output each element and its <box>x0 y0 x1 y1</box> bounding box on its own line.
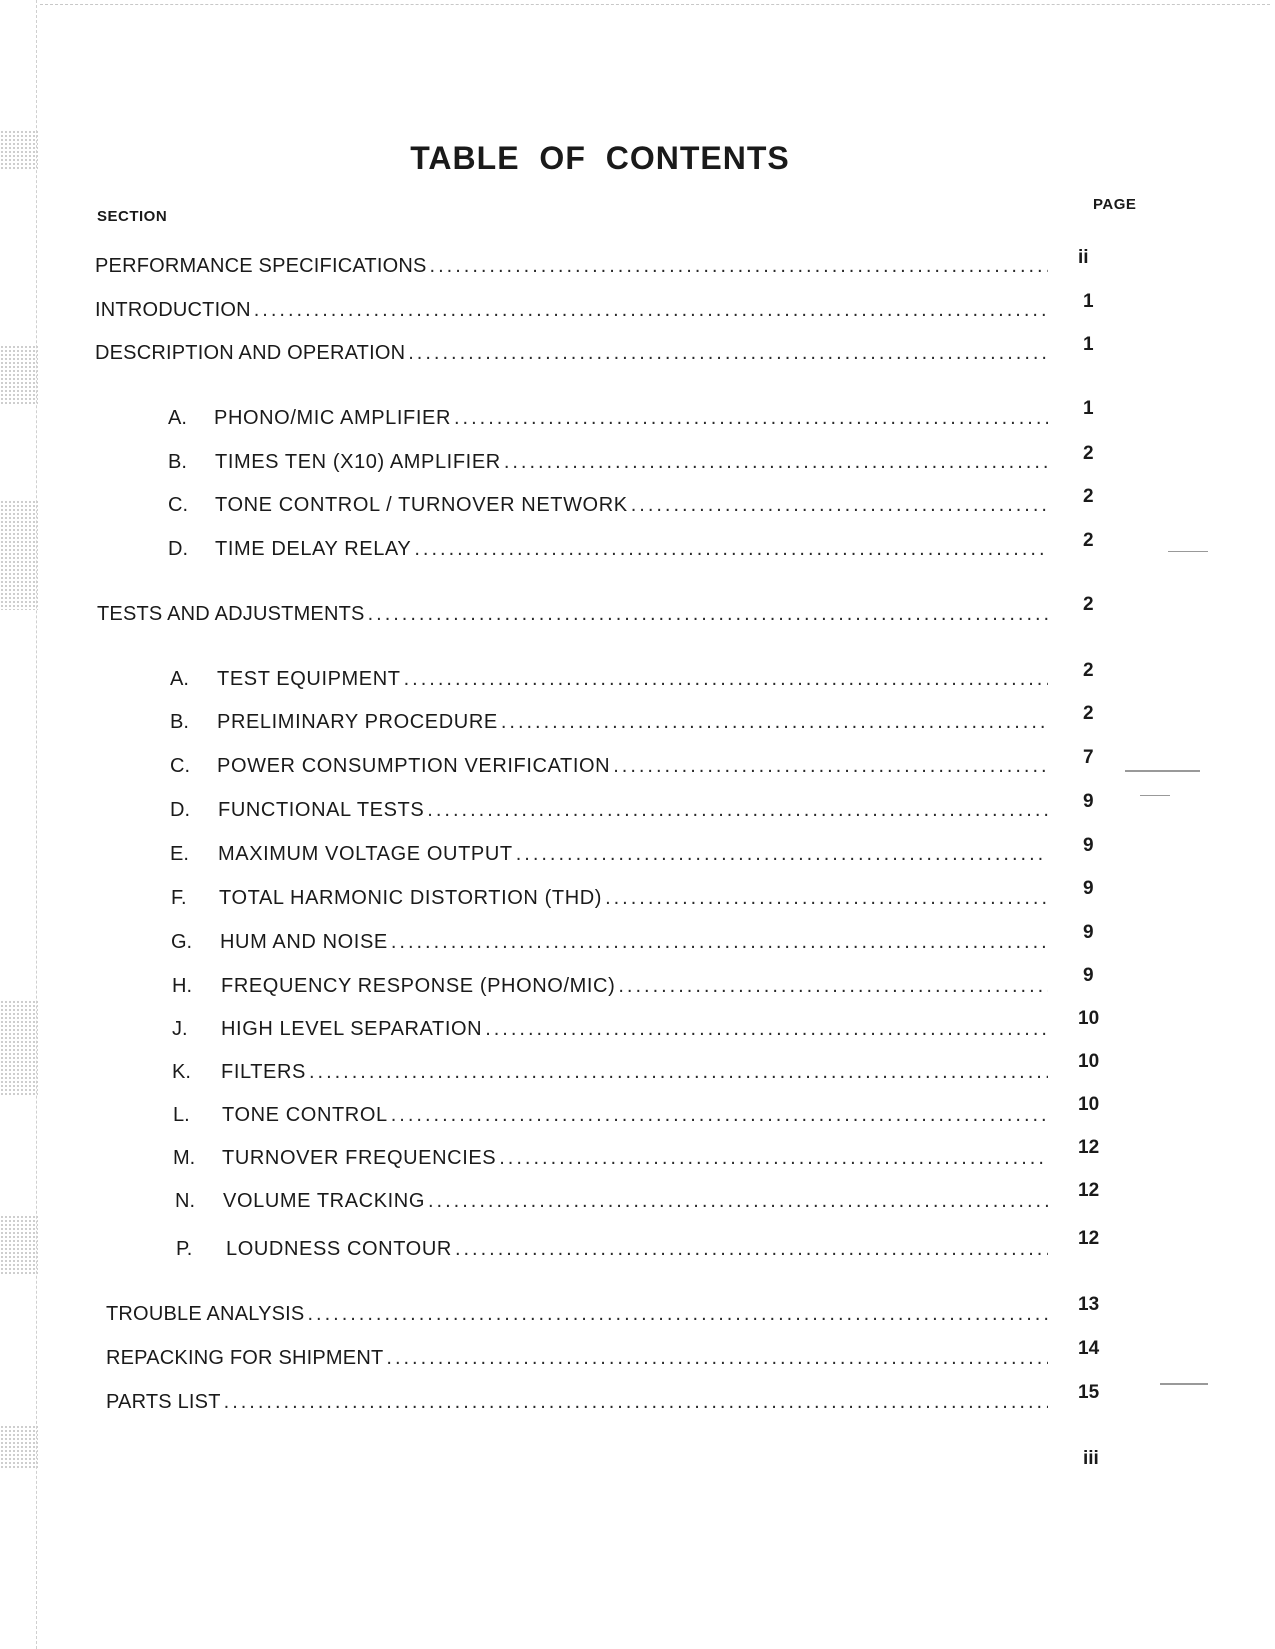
toc-entry-letter: F. <box>171 887 187 909</box>
dot-leader <box>408 339 1048 367</box>
toc-entry-label: VOLUME TRACKING <box>223 1190 425 1212</box>
toc-entry-letter: K. <box>172 1061 191 1083</box>
toc-entry-letter: P. <box>176 1238 193 1260</box>
toc-entry-label: REPACKING FOR SHIPMENT <box>106 1347 384 1369</box>
toc-entry-label: PHONO/MIC AMPLIFIER <box>214 407 451 429</box>
toc-section-entry <box>95 296 1048 324</box>
toc-entry-page-number: 2 <box>1083 530 1094 551</box>
toc-subsection-entry <box>170 665 1048 693</box>
toc-entry-page-number: 2 <box>1083 443 1094 464</box>
toc-entry-page-number: 2 <box>1083 703 1094 724</box>
toc-entry-label: PRELIMINARY PROCEDURE <box>217 711 498 733</box>
toc-entry-page-number: 10 <box>1078 1008 1100 1029</box>
toc-entry-page-number: 9 <box>1083 791 1094 812</box>
page-folio: iii <box>1083 1448 1099 1469</box>
toc-entry-letter: J. <box>172 1018 188 1040</box>
toc-entry-letter: H. <box>172 975 192 997</box>
toc-entry-label: FREQUENCY RESPONSE (PHONO/MIC) <box>221 975 616 997</box>
toc-subsection-entry <box>173 1144 1048 1172</box>
toc-subsection-entry <box>168 404 1048 432</box>
dot-leader <box>307 1300 1048 1328</box>
toc-entry-label: TONE CONTROL / TURNOVER NETWORK <box>215 494 628 516</box>
dot-leader <box>618 972 1048 1000</box>
toc-subsection-entry <box>172 972 1048 1000</box>
toc-entry-label: TIME DELAY RELAY <box>215 538 412 560</box>
toc-entry-letter: G. <box>171 931 193 953</box>
scan-noise <box>0 500 38 610</box>
scan-noise <box>0 1000 38 1095</box>
dot-leader <box>386 1344 1048 1372</box>
toc-entry-label: HUM AND NOISE <box>220 931 388 953</box>
toc-entry-page-number: 14 <box>1078 1338 1100 1359</box>
scan-mark <box>1140 795 1170 796</box>
toc-entry-label: TIMES TEN (X10) AMPLIFIER <box>215 451 501 473</box>
dot-leader <box>613 752 1048 780</box>
toc-entry-label: PERFORMANCE SPECIFICATIONS <box>95 255 427 277</box>
toc-entry-page-number: 10 <box>1078 1051 1100 1072</box>
toc-subsection-entry <box>175 1187 1048 1215</box>
toc-entry-letter: A. <box>170 668 189 690</box>
dot-leader <box>455 1235 1048 1263</box>
dot-leader <box>427 796 1048 824</box>
toc-entry-page-number: 1 <box>1083 334 1094 355</box>
toc-entry-letter: C. <box>170 755 190 777</box>
toc-subsection-entry <box>172 1015 1048 1043</box>
toc-entry-letter: D. <box>170 799 190 821</box>
toc-entry-label: FILTERS <box>221 1061 306 1083</box>
toc-entry-letter: E. <box>170 843 189 865</box>
dot-leader <box>414 535 1048 563</box>
toc-entry-page-number: 12 <box>1078 1228 1100 1249</box>
dot-leader <box>309 1058 1048 1086</box>
toc-entry-label: TOTAL HARMONIC DISTORTION (THD) <box>219 887 603 909</box>
toc-entry-page-number: 12 <box>1078 1137 1100 1158</box>
toc-entry-page-number: ii <box>1078 247 1089 268</box>
toc-entry-label: TURNOVER FREQUENCIES <box>222 1147 497 1169</box>
toc-entry-label: PARTS LIST <box>106 1391 221 1413</box>
toc-section-entry <box>95 339 1048 367</box>
toc-subsection-entry <box>170 752 1048 780</box>
dot-leader <box>224 1388 1048 1416</box>
toc-entry-label: INTRODUCTION <box>95 299 251 321</box>
toc-subsection-entry <box>171 884 1048 912</box>
dot-leader <box>428 1187 1048 1215</box>
scan-noise <box>0 1425 38 1470</box>
toc-section-entry <box>106 1344 1048 1372</box>
toc-entry-page-number: 2 <box>1083 486 1094 507</box>
toc-entry-label: LOUDNESS CONTOUR <box>226 1238 452 1260</box>
toc-entry-letter: A. <box>168 407 187 429</box>
page-column-header: PAGE <box>1093 196 1137 213</box>
toc-entry-label: DESCRIPTION AND OPERATION <box>95 342 406 364</box>
toc-entry-page-number: 2 <box>1083 660 1094 681</box>
toc-subsection-entry <box>173 1101 1048 1129</box>
toc-section-entry <box>95 252 1048 280</box>
toc-entry-page-number: 9 <box>1083 878 1094 899</box>
dot-leader <box>504 448 1048 476</box>
toc-entry-label: TROUBLE ANALYSIS <box>106 1303 305 1325</box>
scan-edge-top <box>40 4 1270 5</box>
dot-leader <box>516 840 1048 868</box>
toc-entry-letter: N. <box>175 1190 195 1212</box>
toc-subsection-entry <box>172 1058 1048 1086</box>
toc-entry-page-number: 10 <box>1078 1094 1100 1115</box>
toc-entry-letter: C. <box>168 494 188 516</box>
toc-section-entry <box>97 600 1048 628</box>
scan-mark <box>1160 1383 1208 1385</box>
dot-leader <box>391 928 1048 956</box>
dot-leader <box>391 1101 1048 1129</box>
toc-entry-page-number: 1 <box>1083 291 1094 312</box>
toc-entry-page-number: 12 <box>1078 1180 1100 1201</box>
dot-leader <box>368 600 1048 628</box>
toc-subsection-entry <box>176 1235 1048 1263</box>
toc-entry-letter: D. <box>168 538 188 560</box>
toc-subsection-entry <box>170 708 1048 736</box>
toc-entry-letter: L. <box>173 1104 190 1126</box>
toc-subsection-entry <box>168 491 1048 519</box>
toc-entry-label: POWER CONSUMPTION VERIFICATION <box>217 755 611 777</box>
toc-entry-page-number: 9 <box>1083 965 1094 986</box>
toc-entry-letter: B. <box>168 451 187 473</box>
toc-entry-label: TEST EQUIPMENT <box>217 668 401 690</box>
toc-subsection-entry <box>168 535 1048 563</box>
toc-entry-page-number: 9 <box>1083 922 1094 943</box>
toc-subsection-entry <box>170 796 1048 824</box>
toc-entry-page-number: 2 <box>1083 594 1094 615</box>
scan-mark <box>1125 770 1200 772</box>
toc-subsection-entry <box>170 840 1048 868</box>
toc-subsection-entry <box>171 928 1048 956</box>
toc-entry-letter: M. <box>173 1147 196 1169</box>
dot-leader <box>454 404 1048 432</box>
toc-subsection-entry <box>168 448 1048 476</box>
dot-leader <box>430 252 1048 280</box>
toc-section-entry <box>106 1300 1048 1328</box>
dot-leader <box>631 491 1048 519</box>
scan-noise <box>0 1215 38 1275</box>
dot-leader <box>499 1144 1048 1172</box>
toc-entry-page-number: 13 <box>1078 1294 1100 1315</box>
toc-entry-page-number: 1 <box>1083 398 1094 419</box>
scan-edge-left <box>36 0 37 1649</box>
scan-mark <box>1168 551 1208 552</box>
toc-entry-letter: B. <box>170 711 189 733</box>
toc-entry-label: TONE CONTROL <box>222 1104 388 1126</box>
toc-entry-label: FUNCTIONAL TESTS <box>218 799 425 821</box>
toc-entry-label: TESTS AND ADJUSTMENTS <box>97 603 365 625</box>
dot-leader <box>605 884 1048 912</box>
toc-entry-label: MAXIMUM VOLTAGE OUTPUT <box>218 843 513 865</box>
toc-entry-page-number: 7 <box>1083 747 1094 768</box>
section-column-header: SECTION <box>97 208 168 225</box>
dot-leader <box>404 665 1048 693</box>
dot-leader <box>501 708 1048 736</box>
toc-section-entry <box>106 1388 1048 1416</box>
dot-leader <box>485 1015 1048 1043</box>
toc-entry-label: HIGH LEVEL SEPARATION <box>221 1018 483 1040</box>
toc-entry-page-number: 15 <box>1078 1382 1100 1403</box>
toc-entry-page-number: 9 <box>1083 835 1094 856</box>
page-title: TABLE OF CONTENTS <box>410 140 790 176</box>
scan-noise <box>0 345 38 405</box>
dot-leader <box>254 296 1048 324</box>
